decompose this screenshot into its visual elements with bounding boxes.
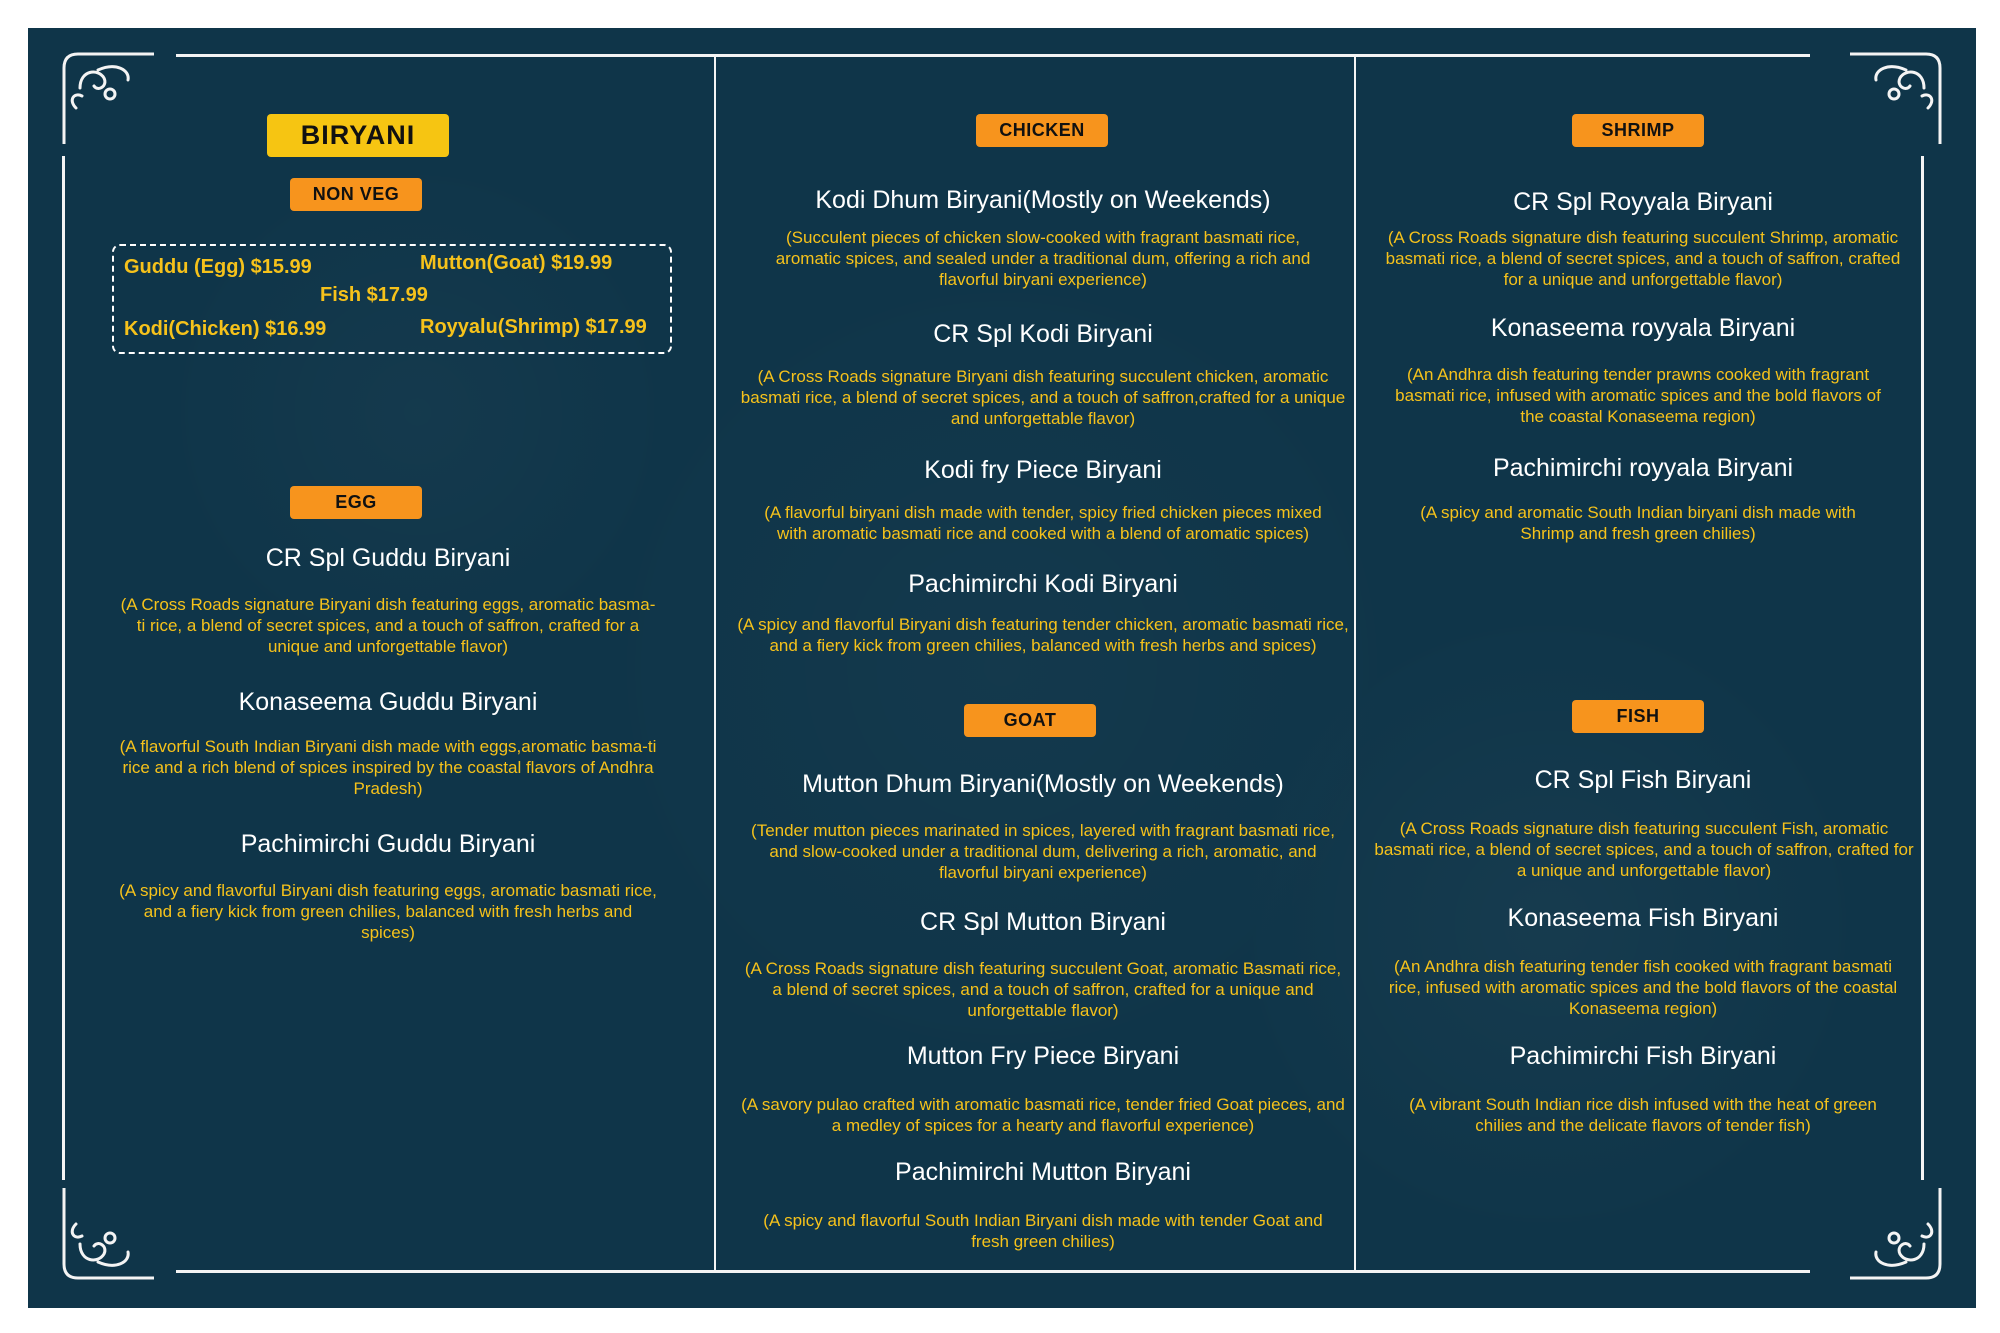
item-title: Pachimirchi royyala Biryani <box>1492 454 1794 482</box>
menu-board <box>28 28 1976 1308</box>
item-title: CR Spl Guddu Biryani <box>265 544 511 572</box>
item-title: Konaseema Fish Biryani <box>1507 904 1779 932</box>
price-chicken: Kodi(Chicken) $16.99 <box>124 318 327 340</box>
item-description: (Tender mutton pieces marinated in spices, layered with fragrant basmati rice, and slow-cooked under a traditional dum, delivering a rich, aromatic, and flavorful biryani experience) <box>751 821 1335 882</box>
item-description: (A savory pulao crafted with aromatic basmati rice, tender fried Goat pieces, and a medley of spices for a hearty and flavorful experience) <box>741 1095 1345 1135</box>
price-mutton: Mutton(Goat) $19.99 <box>420 252 613 274</box>
price-box <box>112 244 672 354</box>
price-fish: Fish $17.99 <box>320 284 428 306</box>
item-description: (An Andhra dish featuring tender fish cooked with fragrant basmati rice, infused with aromatic spices and the bold flavors of the coastal Konaseema region) <box>1388 957 1898 1018</box>
column-divider-2 <box>1354 56 1356 1272</box>
item-title: Pachimirchi Fish Biryani <box>1509 1042 1777 1070</box>
corner-ornament-icon <box>58 1188 154 1284</box>
frame-top-line <box>176 54 1810 57</box>
corner-ornament-icon <box>1850 1188 1946 1284</box>
chicken-badge: CHICKEN <box>976 114 1108 147</box>
item-description: (A vibrant South Indian rice dish infused with the heat of green chilies and the delicate flavors of tender fish) <box>1409 1095 1877 1135</box>
item-description: (A flavorful South Indian Biryani dish made with eggs,aromatic basma-ti rice and a rich blend of spices inspired by the coastal flavors of Andhra Pradesh) <box>119 737 657 798</box>
egg-badge: EGG <box>290 486 422 519</box>
frame-bottom-line <box>176 1270 1810 1273</box>
goat-badge: GOAT <box>964 704 1096 737</box>
item-title: Mutton Dhum Biryani(Mostly on Weekends) <box>802 770 1284 798</box>
item-title: Konaseema Guddu Biryani <box>238 688 538 716</box>
corner-ornament-icon <box>58 48 154 144</box>
frame-right-line <box>1921 156 1924 1180</box>
item-description: (A spicy and flavorful Biryani dish featuring tender chicken, aromatic basmati rice, and a fiery kick from green chilies, balanced with fresh herbs and spices) <box>737 615 1349 655</box>
item-description: (A spicy and aromatic South Indian biryani dish made with Shrimp and fresh green chilies) <box>1420 503 1856 543</box>
price-egg: Guddu (Egg) $15.99 <box>124 256 312 278</box>
item-description: (A Cross Roads signature Biryani dish featuring succulent chicken, aromatic basmati rice, a blend of secret spices, and a touch of saffron,crafted for a unique and unforgettable flavor) <box>740 367 1346 428</box>
column-divider-1 <box>714 56 716 1272</box>
item-description: (A Cross Roads signature dish featuring succulent Fish, aromatic basmati rice, a blend of secret spices, and a touch of saffron, crafted for a unique and unforgettable flavor) <box>1374 819 1914 880</box>
item-description: (A spicy and flavorful Biryani dish featuring eggs, aromatic basmati rice, and a fiery kick from green chilies, balanced with fresh herbs and spices) <box>119 881 657 942</box>
item-description: (A Cross Roads signature dish featuring succulent Shrimp, aromatic basmati rice, a blend of secret spices, and a touch of saffron, crafted for a unique and unforgettable flavor) <box>1385 228 1901 289</box>
item-description: (A flavorful biryani dish made with tender, spicy fried chicken pieces mixed with aromatic basmati rice and cooked with a blend of aromatic spices) <box>764 503 1322 543</box>
item-title: Pachimirchi Kodi Biryani <box>908 570 1178 598</box>
item-title: Mutton Fry Piece Biryani <box>906 1042 1180 1070</box>
price-shrimp: Royyalu(Shrimp) $17.99 <box>420 316 647 338</box>
shrimp-badge: SHRIMP <box>1572 114 1704 147</box>
item-title: CR Spl Royyala Biryani <box>1513 188 1773 216</box>
item-description: (An Andhra dish featuring tender prawns cooked with fragrant basmati rice, infused with aromatic spices and the bold flavors of the coastal Konaseema region) <box>1395 365 1881 426</box>
item-description: (Succulent pieces of chicken slow-cooked with fragrant basmati rice, aromatic spices, and sealed under a traditional dum, offering a rich and flavorful biryani experience) <box>775 228 1311 289</box>
item-title: CR Spl Kodi Biryani <box>933 320 1153 348</box>
corner-ornament-icon <box>1850 48 1946 144</box>
item-title: Kodi fry Piece Biryani <box>924 456 1162 484</box>
item-description: (A Cross Roads signature Biryani dish featuring eggs, aromatic basma-ti rice, a blend of secret spices, and a touch of saffron, crafted for a unique and unforgettable flavor) <box>120 595 656 656</box>
item-title: Pachimirchi Guddu Biryani <box>240 830 536 858</box>
item-description: (A spicy and flavorful South Indian Biryani dish made with tender Goat and fresh green chilies) <box>763 1211 1323 1251</box>
item-title: CR Spl Mutton Biryani <box>920 908 1166 936</box>
menu-title-badge: BIRYANI <box>267 114 449 157</box>
item-title: Konaseema royyala Biryani <box>1490 314 1796 342</box>
frame-left-line <box>62 156 65 1180</box>
non-veg-badge: NON VEG <box>290 178 422 211</box>
item-description: (A Cross Roads signature dish featuring succulent Goat, aromatic Basmati rice, a blend of secret spices, and a touch of saffron, crafted for a unique and unforgettable flavor) <box>744 959 1342 1020</box>
fish-badge: FISH <box>1572 700 1704 733</box>
item-title: CR Spl Fish Biryani <box>1534 766 1752 794</box>
item-title: Pachimirchi Mutton Biryani <box>895 1158 1191 1186</box>
item-title: Kodi Dhum Biryani(Mostly on Weekends) <box>815 186 1271 214</box>
